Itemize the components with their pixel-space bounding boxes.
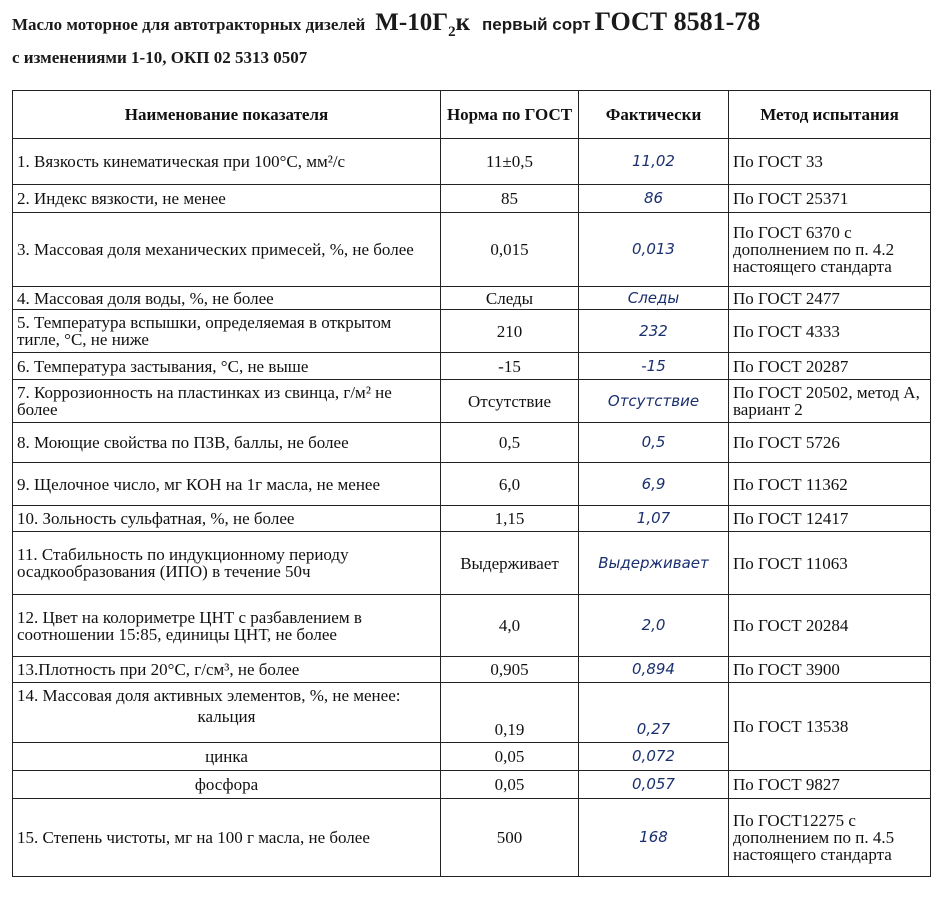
document-title	[12, 7, 937, 70]
row14-sub-zinc: цинка	[13, 743, 441, 771]
row-name: 8. Моющие свойства по ПЗВ, баллы, не более	[13, 423, 441, 463]
row-name: 2. Индекс вязкости, не менее	[13, 185, 441, 213]
col-header-method: Метод испытания	[729, 91, 931, 139]
row-fact: 0,27	[579, 683, 729, 743]
row-method: По ГОСТ 20287	[729, 353, 931, 380]
table-row	[13, 353, 931, 380]
row-name: 15. Степень чистоты, мг на 100 г масла, не более	[13, 799, 441, 877]
row-norm: 0,905	[441, 657, 579, 683]
table-row	[13, 213, 931, 287]
row-norm: Следы	[441, 287, 579, 310]
row-fact: 0,894	[579, 657, 729, 683]
table-row	[13, 771, 931, 799]
title-grade: первый сорт	[482, 15, 591, 34]
row-name: 3. Массовая доля механических примесей, %, не более	[13, 213, 441, 287]
row-method: По ГОСТ 20502, метод А, вариант 2	[729, 380, 931, 423]
row-fact: 6,9	[579, 463, 729, 506]
model-name: М-10Г	[375, 9, 449, 36]
row-fact: 0,5	[579, 423, 729, 463]
row-norm: 500	[441, 799, 579, 877]
row-method: По ГОСТ 4333	[729, 310, 931, 353]
row-norm: 6,0	[441, 463, 579, 506]
model-suffix: к	[455, 9, 471, 36]
row-fact: 0,072	[579, 743, 729, 771]
row-method: По ГОСТ 20284	[729, 595, 931, 657]
row-method: По ГОСТ 25371	[729, 185, 931, 213]
row-method: По ГОСТ 11063	[729, 532, 931, 595]
row14-name	[13, 683, 441, 743]
row-name: 12. Цвет на колориметре ЦНТ с разбавлением в соотношении 15:85, единицы ЦНТ, не более	[13, 595, 441, 657]
row-fact: -15	[579, 353, 729, 380]
row-norm: 0,05	[441, 771, 579, 799]
table-header-row	[13, 91, 931, 139]
title-gost: ГОСТ 8581-78	[594, 7, 761, 36]
row-norm: 11±0,5	[441, 139, 579, 185]
table-row	[13, 380, 931, 423]
row-name: 11. Стабильность по индукционному периоду осадкообразования (ИПО) в течение 50ч	[13, 532, 441, 595]
row-method: По ГОСТ 3900	[729, 657, 931, 683]
row-name: 7. Коррозионность на пластинках из свинца, г/м² не более	[13, 380, 441, 423]
row-name: 9. Щелочное число, мг КОН на 1г масла, не менее	[13, 463, 441, 506]
row14-sub-calcium: кальция	[197, 707, 256, 726]
row-method: По ГОСТ 9827	[729, 771, 931, 799]
row-fact: 11,02	[579, 139, 729, 185]
row-name: 6. Температура застывания, °С, не выше	[13, 353, 441, 380]
row-method: По ГОСТ 2477	[729, 287, 931, 310]
row-fact: 0,057	[579, 771, 729, 799]
row-name: 10. Зольность сульфатная, %, не более	[13, 506, 441, 532]
table-row	[13, 683, 931, 743]
model-subscript: 2	[448, 24, 456, 40]
row-fact: 1,07	[579, 506, 729, 532]
row-norm: 0,5	[441, 423, 579, 463]
row-fact: Следы	[579, 287, 729, 310]
col-header-norm: Норма по ГОСТ	[441, 91, 579, 139]
col-header-name: Наименование показателя	[13, 91, 441, 139]
row-name: 4. Массовая доля воды, %, не более	[13, 287, 441, 310]
row-norm: 1,15	[441, 506, 579, 532]
table-row	[13, 185, 931, 213]
row-fact: 86	[579, 185, 729, 213]
title-changes: с изменениями 1-10, ОКП 02 5313 0507	[12, 48, 308, 67]
row-norm: 4,0	[441, 595, 579, 657]
row-fact: 232	[579, 310, 729, 353]
table-row	[13, 532, 931, 595]
table-row	[13, 657, 931, 683]
row-norm: 0,05	[441, 743, 579, 771]
table-row	[13, 463, 931, 506]
row14-sub-phosphorus: фосфора	[13, 771, 441, 799]
row-name: 5. Температура вспышки, определяемая в открытом тигле, °С, не ниже	[13, 310, 441, 353]
row-norm: 0,015	[441, 213, 579, 287]
row-norm: -15	[441, 353, 579, 380]
table-row	[13, 310, 931, 353]
row-method: По ГОСТ 6370 с дополнением по п. 4.2 настоящего стандарта	[729, 213, 931, 287]
row-name: 13.Плотность при 20°С, г/см³, не более	[13, 657, 441, 683]
title-model	[375, 9, 471, 40]
row-norm: Отсутствие	[441, 380, 579, 423]
row-fact: 2,0	[579, 595, 729, 657]
row-fact: 168	[579, 799, 729, 877]
row-name: 1. Вязкость кинематическая при 100°С, мм²/с	[13, 139, 441, 185]
row-norm: 0,19	[441, 683, 579, 743]
row-method: По ГОСТ 5726	[729, 423, 931, 463]
title-product: Масло моторное для автотракторных дизелей	[12, 15, 366, 34]
row-method: По ГОСТ 13538	[729, 683, 931, 771]
spec-table	[12, 90, 931, 877]
row-fact: 0,013	[579, 213, 729, 287]
row-method: По ГОСТ 12417	[729, 506, 931, 532]
row-method: По ГОСТ 33	[729, 139, 931, 185]
row-method: По ГОСТ 11362	[729, 463, 931, 506]
row-norm: 85	[441, 185, 579, 213]
table-row	[13, 423, 931, 463]
table-row	[13, 287, 931, 310]
row-method: По ГОСТ12275 с дополнением по п. 4.5 настоящего стандарта	[729, 799, 931, 877]
table-row	[13, 595, 931, 657]
col-header-fact: Фактически	[579, 91, 729, 139]
row-norm: 210	[441, 310, 579, 353]
row14-title: 14. Массовая доля активных элементов, %, не менее:	[17, 686, 401, 705]
table-row	[13, 139, 931, 185]
table-row	[13, 799, 931, 877]
row-norm: Выдерживает	[441, 532, 579, 595]
row-fact: Выдерживает	[579, 532, 729, 595]
table-row	[13, 506, 931, 532]
row-fact: Отсутствие	[579, 380, 729, 423]
